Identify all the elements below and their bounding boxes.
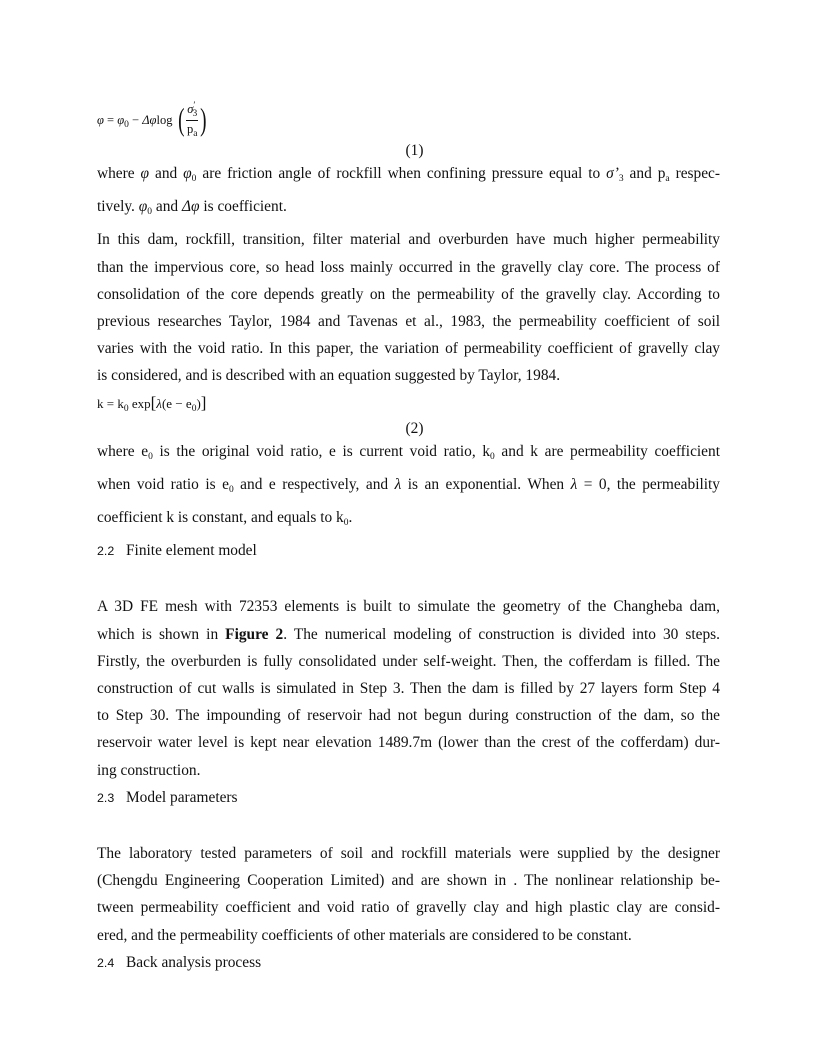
section-title: Model parameters	[126, 788, 238, 806]
section-heading-2-2	[97, 537, 720, 564]
paragraph-void-ratio	[97, 438, 720, 538]
text-line: construction of cut walls is simulated in Step 3. Then the dam is filled by 27 layers form Step 4	[97, 680, 720, 698]
eq1-pa: p	[187, 122, 194, 136]
text-line: where $e_0$ is the original void ratio, e is current void ratio, $k_0$ and k are permeability coefficient	[97, 442, 720, 462]
page-content	[97, 96, 720, 976]
paragraph-friction-angle	[97, 160, 720, 226]
eq1-right-paren: )	[200, 101, 207, 137]
eq1-phi0-sub: 0	[124, 119, 129, 130]
text-line: ered, and the permeability coefficients of other materials are considered to be constant.	[97, 926, 632, 944]
text-line: Firstly, the overburden is fully consolidated under self-weight. Then, the cofferdam is filled. The	[97, 652, 720, 670]
eq2-minus: −	[175, 395, 183, 411]
eq2-equals: =	[106, 395, 115, 411]
paragraph-permeability	[97, 226, 720, 389]
text-line: to Step 30. The impounding of reservoir had not begun during construction of the dam, so the	[97, 707, 720, 725]
text-line: The laboratory tested parameters of soil and rockfill materials were supplied by the designer	[97, 845, 720, 863]
text-line: coefficient k is constant, and equals to $k_0$.	[97, 509, 353, 529]
text-line: than the impervious core, so head loss mainly occurred in the gravelly clay core. The process of	[97, 258, 720, 276]
eq1-delta-phi: Δφ	[142, 112, 157, 127]
text-line: tively. $\varphi_0$ and Δφ is coefficient.	[97, 198, 287, 218]
eq1-equals: =	[107, 112, 115, 127]
text-line: consolidation of the core depends greatly on the permeability of the gravelly clay. According to	[97, 285, 720, 303]
eq1-left-paren: (	[177, 101, 185, 137]
eq2-e0-sub: 0	[191, 403, 197, 414]
eq1-sigma-sub: 3	[192, 109, 198, 119]
eq1-sigma-prime: ′	[193, 101, 196, 111]
section-number: 2.4	[97, 955, 115, 970]
paragraph-model-parameters	[97, 840, 720, 949]
eq2-e0: e	[185, 395, 192, 411]
eq1-log: log	[156, 112, 173, 127]
section-heading-2-4	[97, 949, 720, 976]
section-number: 2.2	[97, 544, 115, 559]
equation-1	[97, 96, 720, 148]
equation-2: $k = k_0$ $\exp[\lambda(e - e_0)]$	[97, 392, 207, 414]
text-line: ing construction.	[97, 761, 201, 779]
eq1-minus: −	[132, 112, 140, 127]
section-heading-2-3	[97, 784, 720, 811]
eq2-k0: k	[117, 395, 124, 411]
text-line: where φ and $\varphi_0$ are friction angle of rockfill when confining pressure equal to $\sigma’_3$ and $p_a$ respec-	[97, 165, 721, 184]
text-line: (Chengdu Engineering Cooperation Limited) and are shown in . The nonlinear relationship be-	[97, 872, 720, 890]
paragraph-fe-model	[97, 593, 720, 783]
eq1-sigma: σ	[187, 102, 194, 116]
text-line: tween permeability coefficient and void ratio of gravelly clay and high plastic clay are consid-	[97, 899, 720, 917]
section-title: Back analysis process	[126, 953, 262, 971]
section-number: 2.3	[97, 790, 115, 805]
section-title: Finite element model	[126, 542, 257, 560]
text-line: is considered, and is described with an equation suggested by Taylor, 1984.	[97, 367, 561, 385]
eq1-lhs: φ	[97, 112, 104, 127]
eq1-phi0: φ	[117, 112, 125, 127]
eq1-fraction	[186, 101, 198, 139]
eq2-e: e	[166, 395, 173, 411]
eq2-lambda: λ	[156, 395, 162, 411]
eq1-pa-sub: a	[193, 129, 198, 139]
eq2-k0-sub: 0	[123, 403, 129, 414]
text-line: reservoir water level is kept near elevation 1489.7m (lower than the crest of the cofferdam) dur-	[97, 734, 720, 752]
equation-2-number: (2)	[405, 419, 424, 437]
text-line: when void ratio is $e_0$ and e respectively, and λ is an exponential. When λ = 0, the permeability	[97, 475, 720, 495]
text-line: varies with the void ratio. In this paper, the variation of permeability coefficient of gravelly clay	[97, 340, 720, 358]
equation-1-number: (1)	[405, 142, 424, 159]
eq2-k: k	[97, 395, 104, 411]
text-line: In this dam, rockfill, transition, filter material and overburden have much higher permeability	[97, 231, 720, 249]
text-line: which is shown in Figure 2. The numerical modeling of construction is divided into 30 steps.	[97, 625, 720, 643]
text-line: previous researches Taylor, 1984 and Tavenas et al., 1983, the permeability coefficient of soil	[97, 313, 720, 331]
text-line: A 3D FE mesh with 72353 elements is built to simulate the geometry of the Changheba dam,	[97, 598, 720, 616]
figure-2-reference[interactable]: Figure 2	[225, 625, 284, 643]
eq2-exp: exp	[131, 395, 151, 411]
